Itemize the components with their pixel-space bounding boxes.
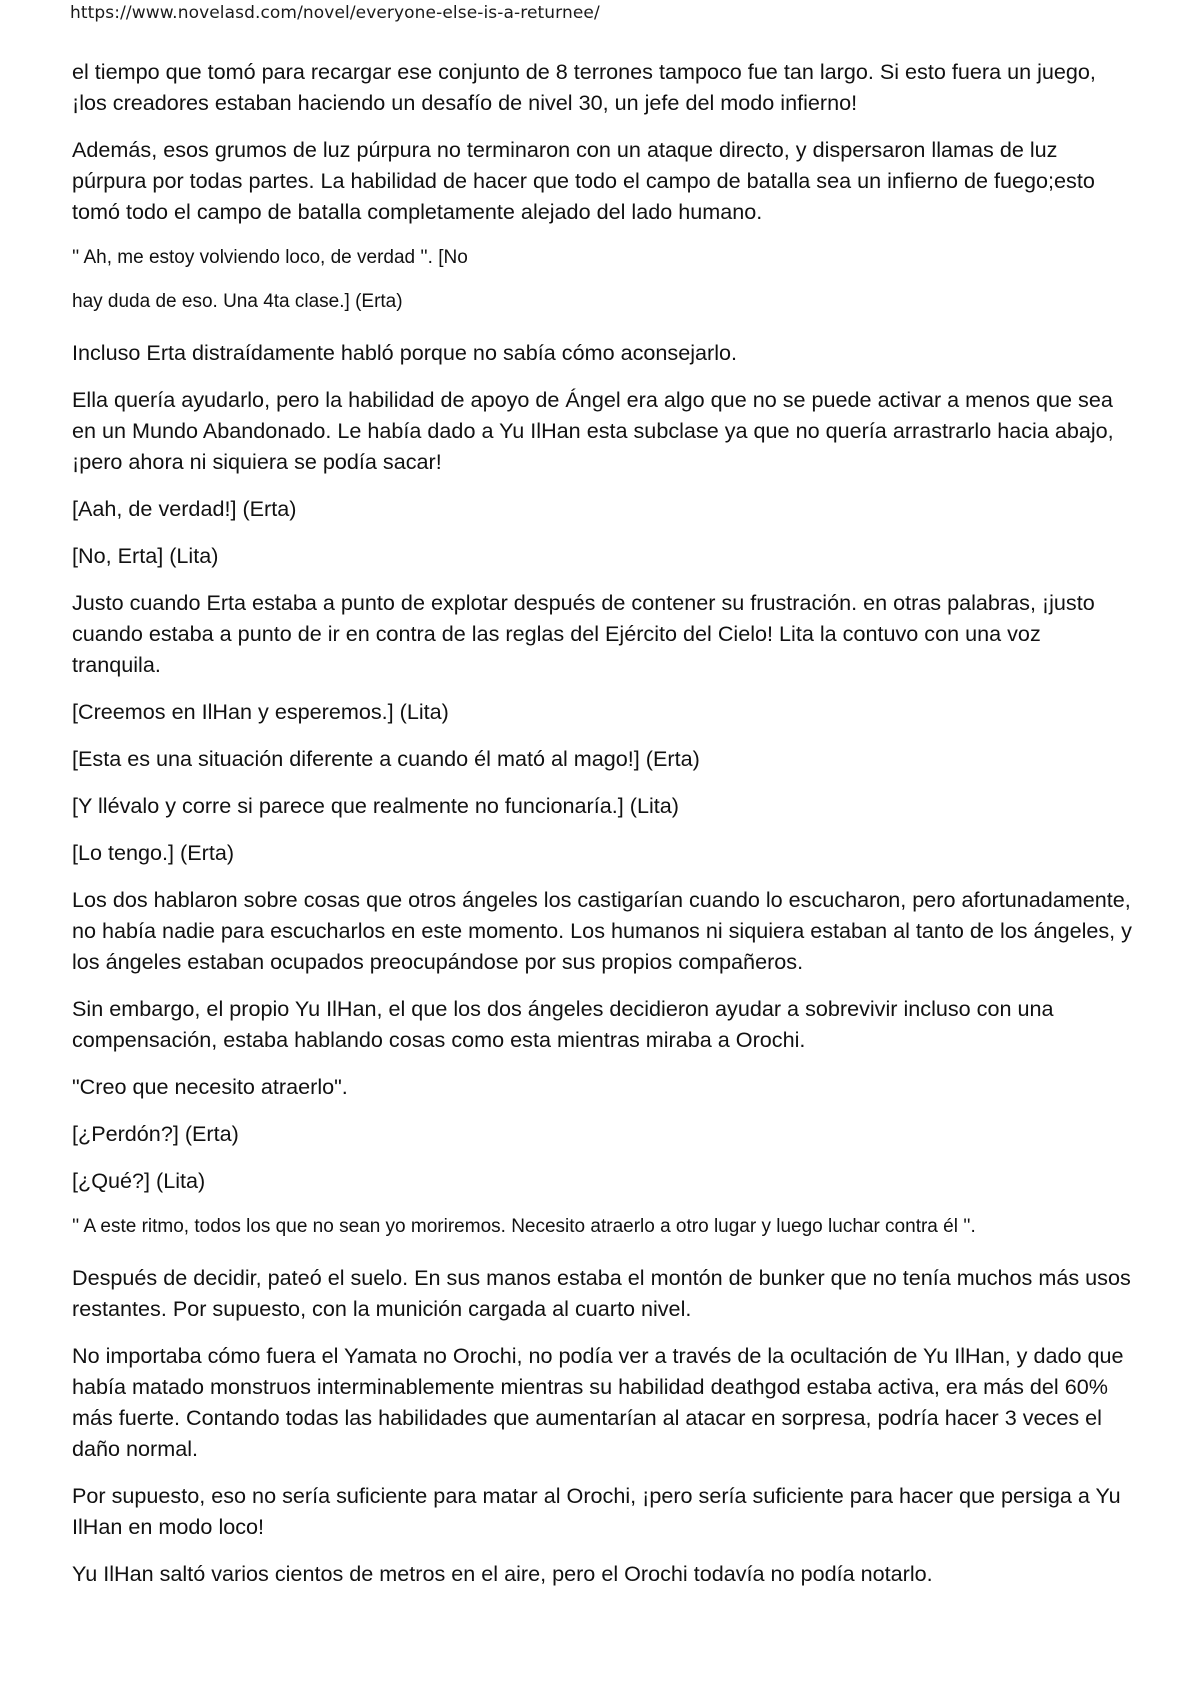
paragraph-15: Sin embargo, el propio Yu IlHan, el que los dos ángeles decidieron ayudar a sobrevivir incluso con una compensación, estaba hablando cosas como esta mientras miraba a Orochi. <box>72 996 1054 1052</box>
paragraph-18: [¿Qué?] (Lita) <box>72 1168 206 1193</box>
paragraph-6: Ella quería ayudarlo, pero la habilidad de apoyo de Ángel era algo que no se puede activar a menos que sea en un Mundo Abandonado. Le había dado a Yu IlHan esta subclase ya que no quería arrastrarlo hacia abajo, ¡pero ahora ni siquiera se podía sacar! <box>72 387 1114 474</box>
paragraph-4: hay duda de eso. Una 4ta clase.] (Erta) <box>72 291 403 312</box>
paragraph-23: Yu IlHan saltó varios cientos de metros en el aire, pero el Orochi todavía no podía notarlo. <box>72 1561 933 1586</box>
paragraph-21: No importaba cómo fuera el Yamata no Orochi, no podía ver a través de la ocultación de Yu IlHan, y dado que había matado monstruos interminablemente mientras su habilidad deathgod estaba activa, era más del 60% más fuerte. Contando todas las habilidades que aumentarían al atacar en sorpresa, podría hacer 3 veces el daño normal. <box>72 1343 1124 1461</box>
paragraph-20: Después de decidir, pateó el suelo. En sus manos estaba el montón de bunker que no tenía muchos más usos restantes. Por supuesto, con la munición cargada al cuarto nivel. <box>72 1265 1131 1321</box>
paragraph-13: [Lo tengo.] (Erta) <box>72 840 235 865</box>
page-url-header: https://www.novelasd.com/novel/everyone-else-is-a-returnee/ <box>70 3 600 23</box>
paragraph-11: [Esta es una situación diferente a cuando él mató al mago!] (Erta) <box>72 746 700 771</box>
paragraph-12: [Y llévalo y corre si parece que realmente no funcionaría.] (Lita) <box>72 793 679 818</box>
paragraph-7: [Aah, de verdad!] (Erta) <box>72 496 297 521</box>
paragraph-22: Por supuesto, eso no sería suficiente para matar al Orochi, ¡pero sería suficiente para hacer que persiga a Yu IlHan en modo loco! <box>72 1483 1121 1539</box>
paragraph-5: Incluso Erta distraídamente habló porque no sabía cómo aconsejarlo. <box>72 340 738 365</box>
paragraph-8: [No, Erta] (Lita) <box>72 543 219 568</box>
document-body <box>72 56 1132 1605</box>
paragraph-3: '' Ah, me estoy volviendo loco, de verdad ''. [No <box>72 247 468 268</box>
paragraph-9: Justo cuando Erta estaba a punto de explotar después de contener su frustración. en otras palabras, ¡justo cuando estaba a punto de ir en contra de las reglas del Ejército del Cielo! Lita la contuvo con una voz tranquila. <box>72 590 1095 677</box>
paragraph-10: [Creemos en IlHan y esperemos.] (Lita) <box>72 699 449 724</box>
paragraph-17: [¿Perdón?] (Erta) <box>72 1121 239 1146</box>
paragraph-2: Además, esos grumos de luz púrpura no terminaron con un ataque directo, y dispersaron llamas de luz púrpura por todas partes. La habilidad de hacer que todo el campo de batalla sea un infierno de fuego;esto tomó todo el campo de batalla completamente alejado del lado humano. <box>72 137 1095 224</box>
paragraph-1: el tiempo que tomó para recargar ese conjunto de 8 terrones tampoco fue tan largo. Si esto fuera un juego, ¡los creadores estaban haciendo un desafío de nivel 30, un jefe del modo infierno! <box>72 59 1096 115</box>
paragraph-19: '' A este ritmo, todos los que no sean yo moriremos. Necesito atraerlo a otro lugar y luego luchar contra él ''. <box>72 1216 976 1237</box>
paragraph-14: Los dos hablaron sobre cosas que otros ángeles los castigarían cuando lo escucharon, pero afortunadamente, no había nadie para escucharlos en este momento. Los humanos ni siquiera estaban al tanto de los ángeles, y los ángeles estaban ocupados preocupándose por sus propios compañeros. <box>72 887 1132 974</box>
paragraph-16: "Creo que necesito atraerlo". <box>72 1074 348 1099</box>
